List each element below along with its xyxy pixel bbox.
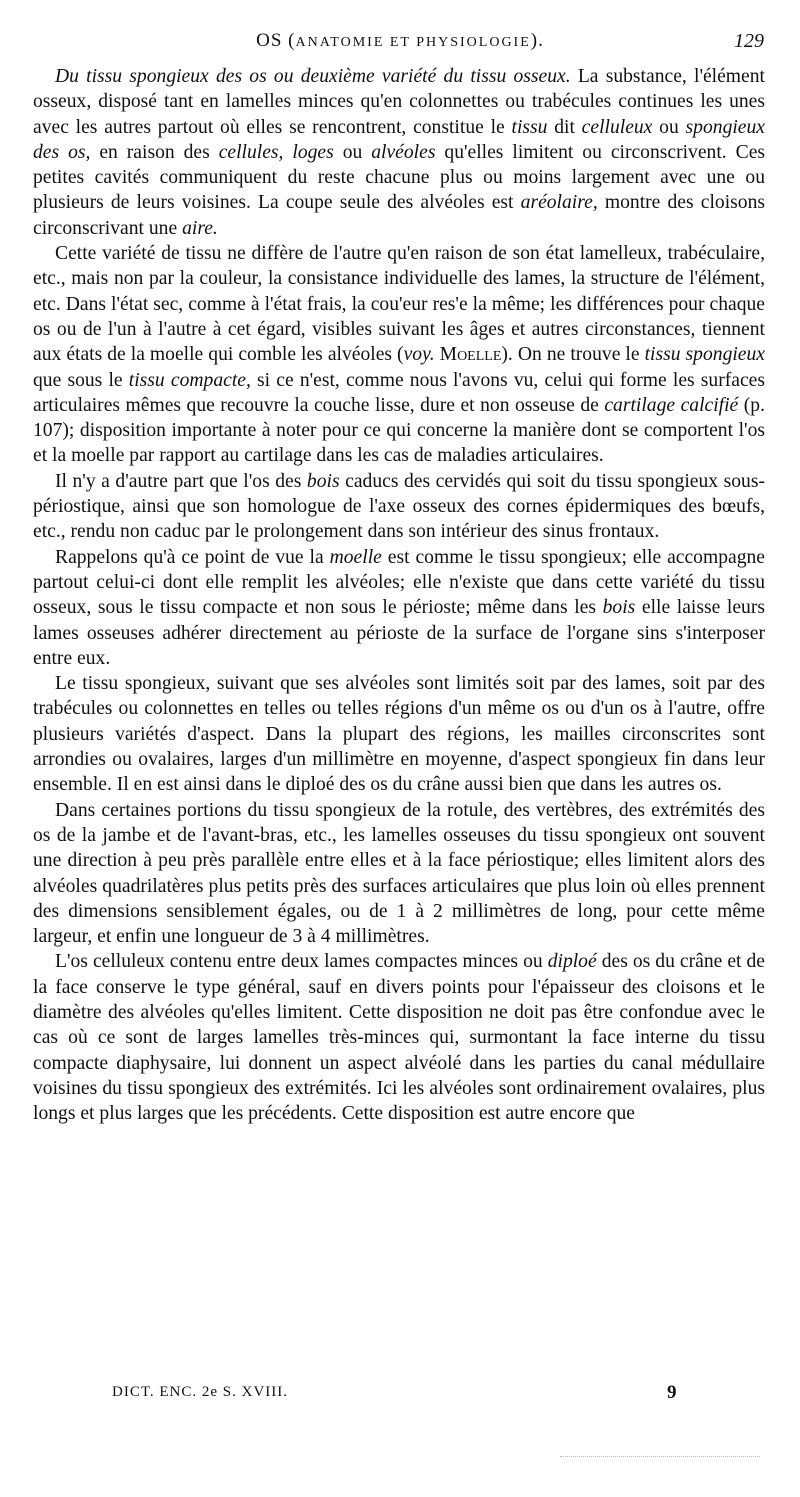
italic-term: cellules, loges [218,141,334,163]
signature-folio: 9 [667,1382,677,1403]
paragraph-5: Le tissu spongieux, suivant que ses alvéoles sont limités soit par des lames, soit par des trabécules ou colonnettes en telles ou telles régions d'un même os ou d'un os à l'autre, offre plusieurs variétés d'aspect. Dans la plupart des régions, les mailles circonscrites sont arrondies ou ovalaires, larges d'un millimètre en moyenne, d'aspect spongieux fin dans leur ensemble. Il en est ainsi dans le diploé des os du crâne aussi bien que dans les autres os. [33,673,765,796]
text-run: qu'elles limitent ou circonscrivent. Ces petites cavités communiquent du reste chacune plus ou moins largement avec une ou plusieurs de leurs voisines. La coupe seule des alvéoles est [33,141,766,214]
text-run: Rappelons qu'à ce point de vue la [55,546,330,568]
text-run: des os du crâne et de la face conserve le type général, sauf en divers points pour l'épaisseur des cloisons et le diamètre des alvéoles qu'elles limitent. Cette disposition ne doit pas être confondue avec le cas où ce sont de larges lamelles très-minces qui, surmontant la face interne du tissu compacte diaphysaire, lui donnent un aspect alvéolé dans les parties du canal médullaire voisines du tissu spongieux des extrémités. Ici les alvéoles sont ordinairement ovalaires, plus longs et plus larges que les précédents. Cette disposition est autre encore que [33,951,766,1125]
paragraph-1 [33,64,765,241]
text-run: Cette variété de tissu ne diffère de l'autre qu'en raison de son état lamelleux, trabéculaire, etc., mais non par la couleur, la consistance individuelle des lames, la structure de l'élément, etc. Dans l'état sec, comme à l'état frais, la cou'eur res'e la même; les différences pour chaque os ou de l'un à l'autre à cet égard, visibles suivant les âges et autres circonstances, tiennent aux états de la moelle qui comble les alvéoles ( [33,243,765,366]
italic-term: tissu spongieux [644,344,766,366]
section-heading: Du tissu spongieux des os ou deuxième variété du tissu osseux. [55,66,571,87]
italic-term: diploé [547,951,597,973]
italic-term: aire. [182,217,218,239]
text-run: montre des cloisons circonscrivant une [33,192,765,239]
body-text [33,64,765,1126]
text-run: ou [333,141,372,163]
paragraph-7 [33,949,765,1126]
running-head-tail: ). [530,30,544,51]
text-run: (p. 107); disposition importante à noter pour ce qui concerne la manière dont se comportent l'os et la moelle par rapport au cartilage dans les cas de maladies articulaires. [33,394,765,467]
italic-term: tissu compacte, [128,369,251,391]
italic-term: bois [602,597,636,619]
running-head-section: ANATOMIE ET PHYSIOLOGIE [295,35,531,50]
text-run: que sous le [33,369,129,391]
text-run: La substance, l'élément osseux, disposé tant en lamelles minces qu'en colonnettes ou trabécules continues les unes avec les autres partout où elles se rencontrent, constitue le [33,66,765,138]
paragraph-4 [33,545,765,671]
paragraph-2 [33,241,765,469]
text-run: ). On ne trouve le [501,344,645,366]
text-run: en raison des [90,141,219,163]
text-run: dit [547,116,582,138]
cross-reference: Moelle [439,344,502,366]
text-run: Il n'y a d'autre part que l'os des [55,470,307,492]
italic-term: voy. [403,344,435,366]
italic-term: tissu [511,116,548,138]
italic-term: aréolaire, [520,192,598,214]
italic-term: moelle [329,546,382,568]
paragraph-6: Dans certaines portions du tissu spongieux de la rotule, des vertèbres, des extrémités des os de la jambe et de l'avant-bras, etc., les lamelles osseuses du tissu spongieux ont souvent une direction à peu près parallèle entre elles et à la face périostique; elles limitent alors des alvéoles quadrilatères plus petits près des surfaces articulaires que plus loin où elles prennent des dimensions sensiblement égales, ou de 1 à 2 millimètres de long, pour cette même largeur, et enfin une longueur de 3 à 4 millimètres. [33,799,765,948]
running-head-lead: OS ( [256,30,296,51]
italic-term: bois [306,470,340,492]
printer-signature: DICT. ENC. 2e S. XVIII. [112,1384,289,1400]
paragraph-3 [33,469,765,545]
italic-term: alvéoles [371,141,436,163]
text-run: elle laisse leurs lames osseuses adhérer directement au périoste de la surface de l'organe sins s'interposer entre eux. [33,597,765,669]
text-run: si ce n'est, comme nous l'avons vu, celui qui forme les surfaces articulaires mêmes que recouvre la couche lisse, dure et non osseuse de [33,369,765,416]
page-footer [0,1384,800,1408]
running-head [0,30,800,52]
text-run: L'os celluleux contenu entre deux lames compactes minces ou [55,951,548,973]
italic-term: spongieux des os, [33,116,765,163]
italic-term: cartilage calcifié [604,394,739,416]
page-header [0,30,800,58]
text-run: ou [652,116,686,138]
text-run: est comme le tissu spongieux; elle accompagne partout celui-ci dont elle remplit les alvéoles; elle n'existe que dans cette variété du tissu osseux, sous le tissu compacte et non sous le périoste; même dans les [33,546,765,619]
text-run: caducs des cervidés qui soit du tissu spongieux sous-périostique, ainsi que son homologue de l'axe osseux des cornes épidermiques des bœufs, etc., rendu non caduc par le prolongement dans son intérieur des sinus frontaux. [33,470,765,543]
scan-artifact-line [560,1456,760,1458]
page-number: 129 [734,30,764,52]
italic-term: celluleux [581,116,653,138]
